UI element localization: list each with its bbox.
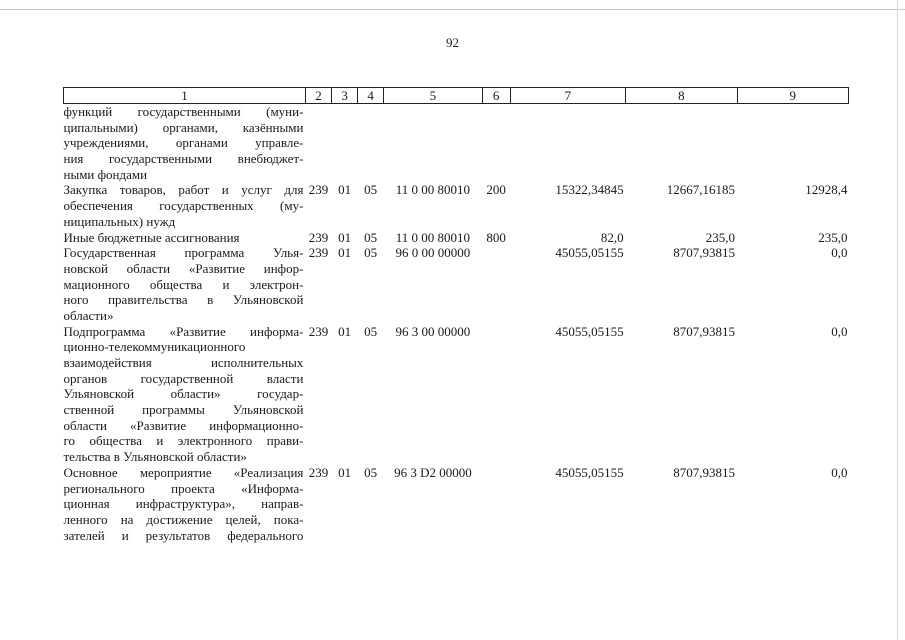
description-line: зателей и результатов федерального (63, 527, 304, 543)
subsection-code: 05 (364, 323, 378, 339)
table-row (64, 182, 849, 229)
description-line: ниципальных) нужд (63, 213, 176, 229)
expense-type-code (482, 104, 510, 183)
table-row (64, 465, 849, 543)
description-line: учреждениями, органами управле- (63, 135, 304, 151)
description-line: ственной программы Ульяновской (63, 402, 304, 418)
amount-column-7: 45055,05155 (555, 323, 624, 339)
subsection-code: 05 (364, 245, 378, 261)
scan-top-edge (0, 9, 905, 10)
section-code: 01 (338, 182, 352, 198)
description-line: регионального проекта «Информа- (63, 480, 304, 496)
description-line: тельства в Ульяновской области» (63, 449, 247, 465)
subsection-code: 05 (364, 464, 378, 480)
expense-type-code: 200 (486, 182, 506, 198)
amount-column-7 (510, 104, 625, 183)
target-article-code: 96 0 00 00000 (395, 245, 471, 261)
subsection-code: 05 (364, 182, 378, 198)
column-header-5: 5 (384, 88, 482, 104)
target-article-code: 96 3 D2 00000 (394, 464, 472, 480)
target-article-code: 11 0 00 80010 (395, 229, 471, 245)
description-line: новской области «Развитие инфор- (63, 260, 304, 276)
amount-column-8: 235,0 (705, 229, 736, 245)
scan-right-edge (897, 0, 898, 640)
description-line: ния государственными внебюджет- (63, 151, 304, 167)
description-line: Государственная программа Улья- (63, 245, 304, 261)
column-header-9: 9 (737, 88, 848, 104)
description-line: мационного общества и электрон- (63, 276, 304, 292)
description-line: Иные бюджетные ассигнования (63, 229, 240, 245)
row-description (64, 230, 306, 246)
description-line: функций государственными (муни- (63, 104, 304, 119)
description-line: ционно-телекоммуникационного (63, 339, 246, 355)
section-code: 01 (338, 464, 352, 480)
amount-column-9: 0,0 (831, 245, 848, 261)
budget-table (63, 87, 849, 543)
section-code: 01 (338, 229, 352, 245)
column-header-3: 3 (332, 88, 358, 104)
amount-column-7: 45055,05155 (555, 245, 624, 261)
table-row (64, 324, 849, 465)
amount-column-9: 12928,4 (805, 182, 848, 198)
amount-column-8 (626, 104, 737, 183)
target-article-code: 96 3 00 00000 (395, 323, 471, 339)
description-line: обеспечения государственных (му- (63, 198, 304, 214)
section-code (332, 104, 358, 183)
page-number: 92 (446, 35, 459, 50)
amount-column-9: 0,0 (831, 464, 848, 480)
table-row (64, 104, 849, 183)
expense-type-code (482, 245, 510, 323)
amount-column-7: 15322,34845 (555, 182, 624, 198)
amount-column-7: 82,0 (600, 229, 624, 245)
description-line: взаимодействия исполнительных (63, 355, 304, 371)
amount-column-8: 12667,16185 (666, 182, 736, 198)
ministry-code: 239 (308, 229, 329, 245)
section-code: 01 (338, 245, 352, 261)
description-line: ционная инфраструктура», направ- (63, 496, 304, 512)
amount-column-8: 8707,93815 (673, 464, 736, 480)
description-line: Подпрограмма «Развитие информа- (63, 323, 304, 339)
row-description (64, 324, 306, 465)
amount-column-7: 45055,05155 (555, 464, 624, 480)
table-row (64, 245, 849, 323)
column-header-6: 6 (482, 88, 510, 104)
amount-column-9: 235,0 (818, 229, 848, 245)
description-line: ленного на достижение целей, пока- (63, 511, 304, 527)
subsection-code: 05 (364, 229, 378, 245)
description-line: го общества и электронного прави- (63, 433, 304, 449)
column-header-7: 7 (510, 88, 625, 104)
column-number-header-row (64, 88, 849, 104)
ministry-code (305, 104, 331, 183)
amount-column-8: 8707,93815 (673, 323, 736, 339)
description-line: ципальными) органами, казёнными (63, 119, 304, 135)
description-line: ными фондами (63, 166, 148, 182)
row-description (64, 245, 306, 323)
row-description (64, 104, 306, 183)
expense-type-code (482, 465, 510, 543)
description-line: ного правительства в Ульяновской (63, 292, 304, 308)
column-header-4: 4 (358, 88, 384, 104)
row-description (64, 182, 306, 229)
section-code: 01 (338, 323, 352, 339)
expense-type-code: 800 (486, 229, 506, 245)
row-description (64, 465, 306, 543)
column-header-8: 8 (626, 88, 737, 104)
description-line: Закупка товаров, работ и услуг для (63, 182, 304, 198)
target-article-code: 11 0 00 80010 (395, 182, 471, 198)
amount-column-9: 0,0 (831, 323, 848, 339)
target-article-code (384, 104, 482, 183)
description-line: области» (63, 307, 114, 323)
description-line: Ульяновской области» государ- (63, 386, 304, 402)
ministry-code: 239 (308, 464, 329, 480)
ministry-code: 239 (308, 245, 329, 261)
expense-type-code (482, 324, 510, 465)
ministry-code: 239 (308, 323, 329, 339)
amount-column-8: 8707,93815 (673, 245, 736, 261)
column-header-1: 1 (64, 88, 306, 104)
amount-column-9 (737, 104, 848, 183)
description-line: органов государственной власти (63, 370, 304, 386)
table-row (64, 230, 849, 246)
column-header-2: 2 (305, 88, 331, 104)
ministry-code: 239 (308, 182, 329, 198)
description-line: области «Развитие информационно- (63, 417, 304, 433)
description-line: Основное мероприятие «Реализация (63, 464, 304, 480)
subsection-code (358, 104, 384, 183)
